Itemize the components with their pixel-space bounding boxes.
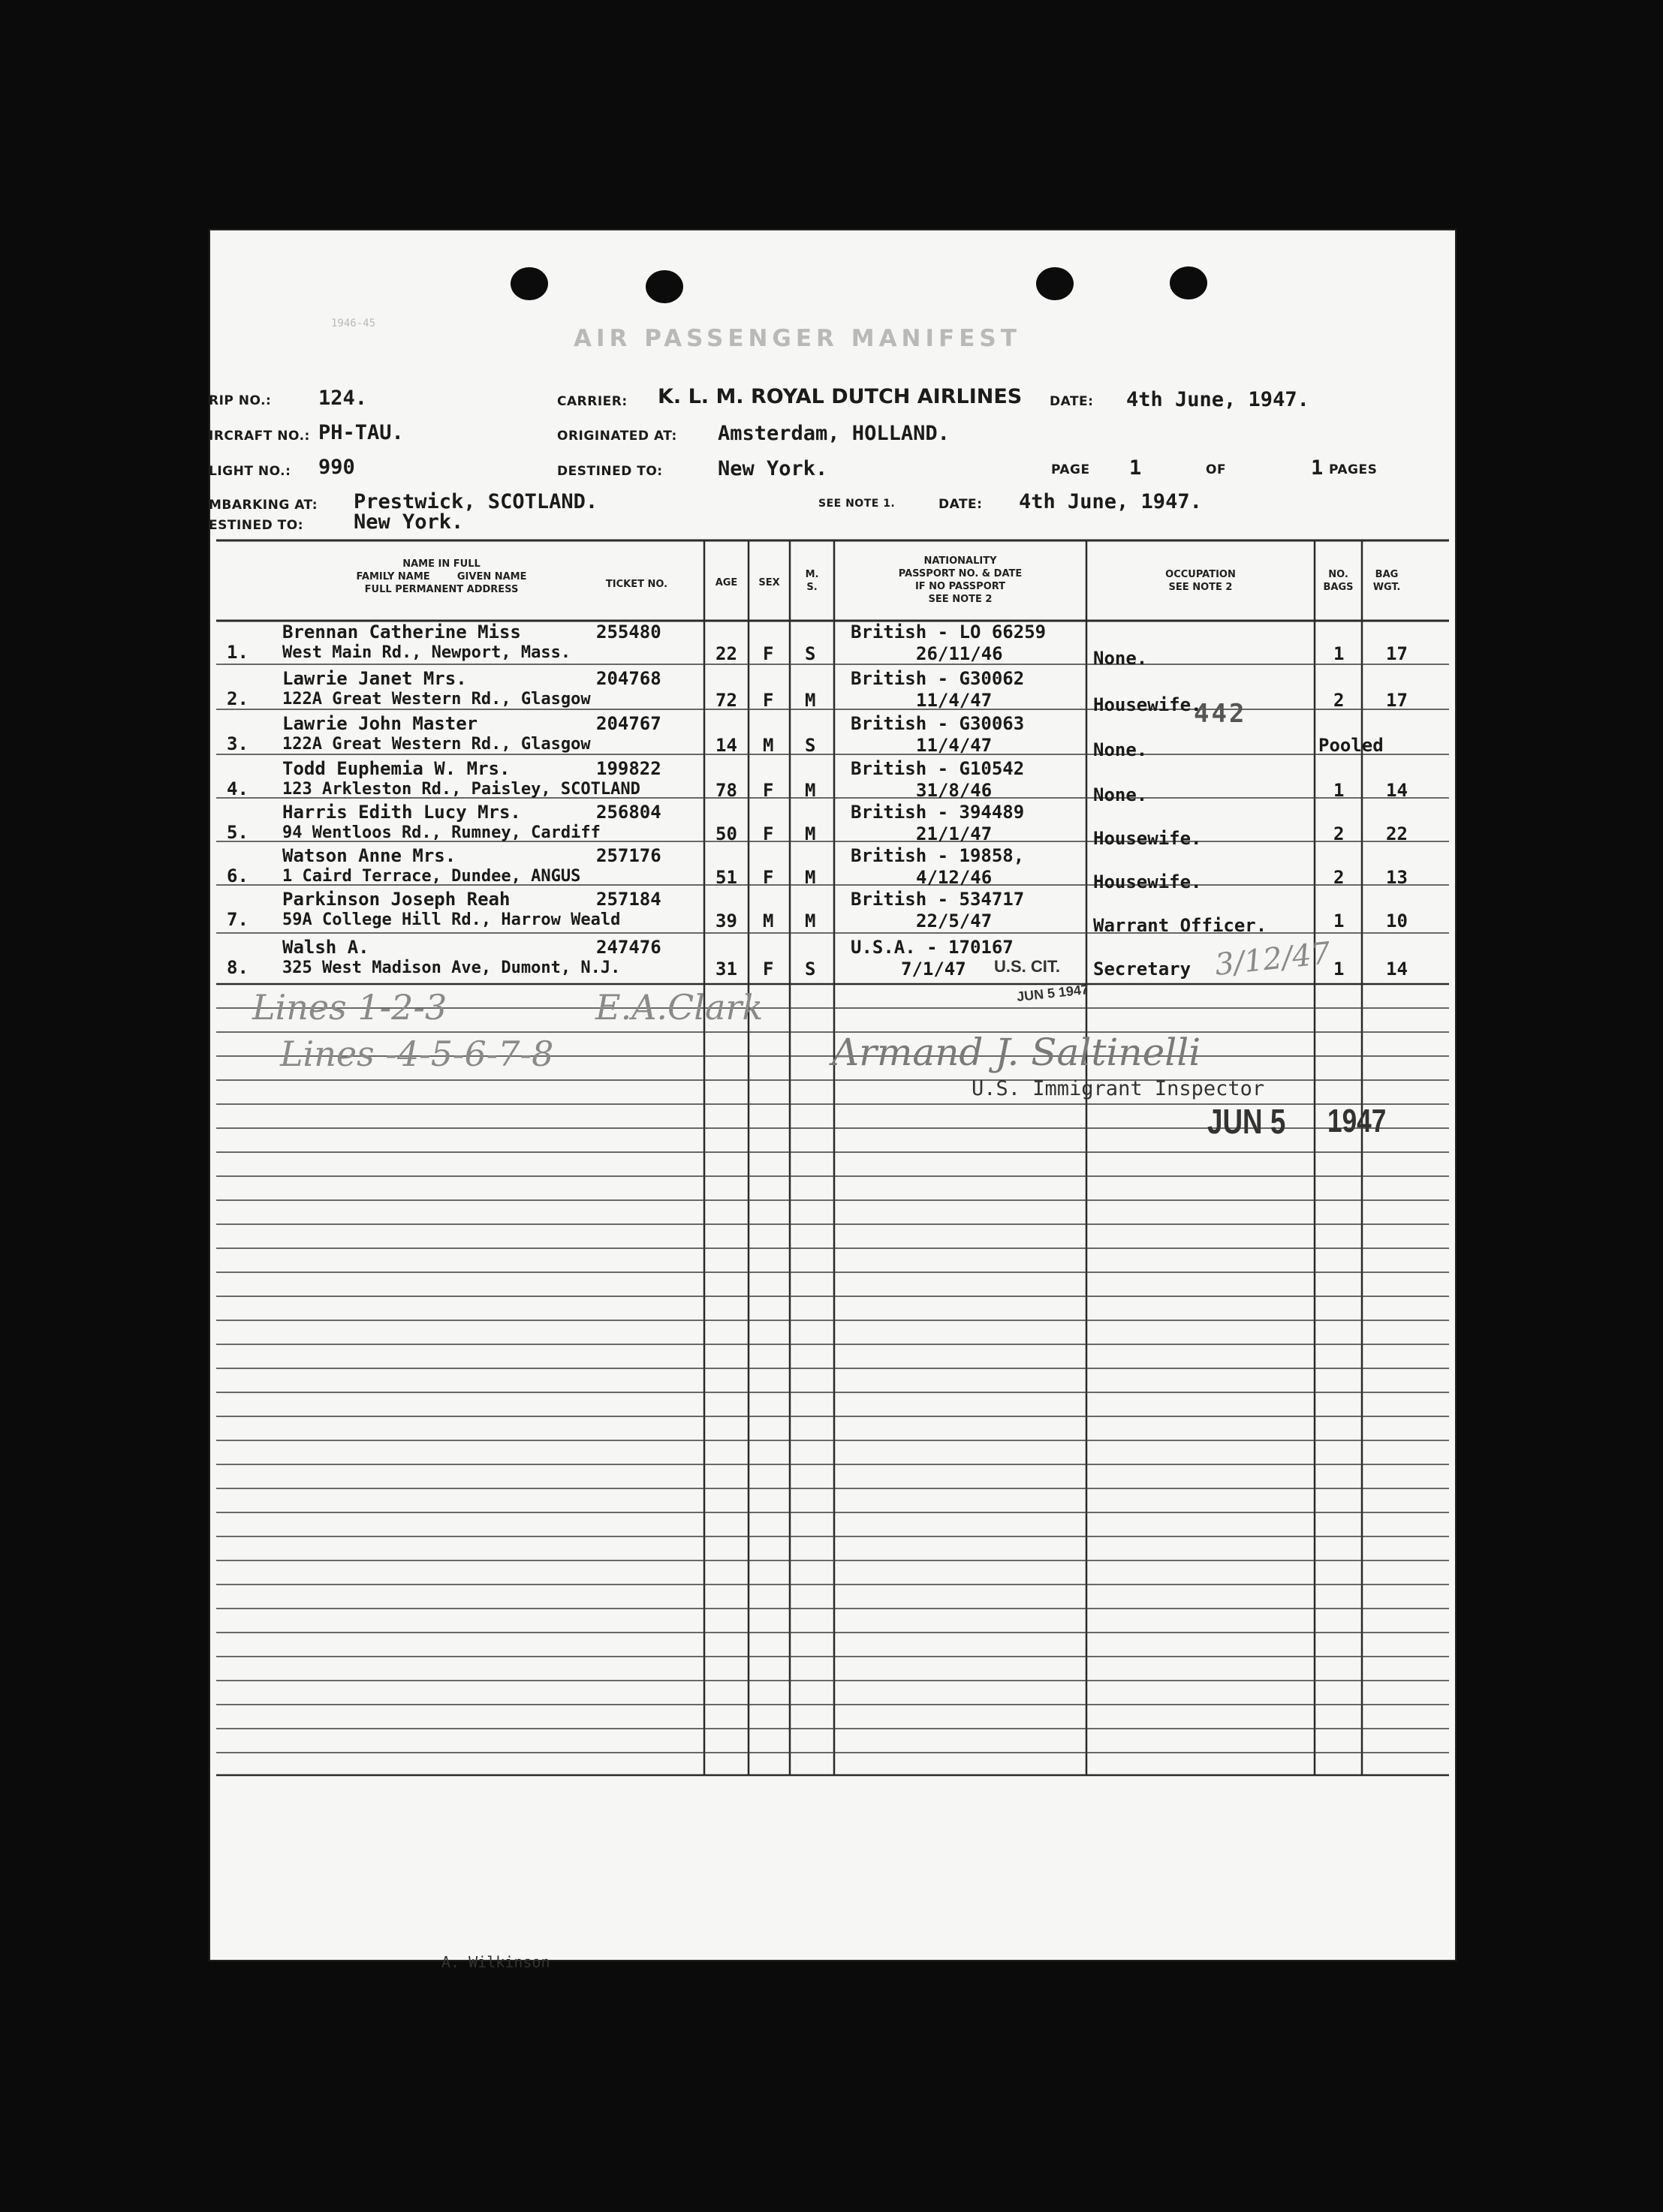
nationality-column-header — [834, 555, 1086, 606]
bags-count: 1 — [1333, 780, 1345, 801]
destined-to-value: New York. — [718, 457, 828, 480]
passenger-name: Parkinson Joseph Reah — [282, 889, 511, 910]
passenger-address: 59A College Hill Rd., Harrow Weald — [282, 910, 621, 929]
bag-weight: 14 — [1386, 959, 1408, 980]
bags-count: 1 — [1333, 643, 1345, 664]
bag-wgt-header-line: BAG — [1375, 569, 1399, 580]
row-number: 1. — [227, 642, 249, 663]
bag-wgt-header-line: WGT. — [1372, 582, 1401, 593]
carrier-value: K. L. M. ROYAL DUTCH AIRLINES — [658, 385, 1023, 408]
ticket-number: 204768 — [596, 668, 661, 689]
passenger-sex: M — [763, 910, 774, 931]
ms-header-line: S. — [806, 582, 818, 593]
passenger-sex: F — [763, 959, 774, 980]
bags-header-line: NO. — [1328, 569, 1348, 580]
footer-signature: A. Wilkinson — [441, 1953, 550, 1971]
bags-column-header — [1315, 568, 1362, 594]
ticket-number: 199822 — [596, 758, 661, 779]
bag-weight: 17 — [1386, 643, 1408, 664]
ticket-number: 204767 — [596, 713, 661, 734]
passenger-age: 31 — [716, 959, 737, 980]
aircraft-no-value: PH-TAU. — [318, 421, 404, 444]
occupation: Housewife. — [1093, 694, 1202, 715]
destined-to-label: DESTINED TO: — [557, 464, 663, 479]
trip-no-value: 124. — [318, 387, 368, 410]
name-header-line: FULL PERMANENT ADDRESS — [364, 584, 519, 595]
bag-weight: 22 — [1386, 823, 1408, 844]
passport-number: British - 19858, — [851, 845, 1025, 866]
passenger-name: Todd Euphemia W. Mrs. — [282, 758, 511, 779]
originated-at-value: Amsterdam, HOLLAND. — [718, 422, 950, 445]
passenger-age: 14 — [716, 735, 737, 756]
flight-no-label: LIGHT NO.: — [209, 464, 291, 479]
passenger-marital-status: S — [805, 735, 816, 756]
handwritten-lines-2: Lines -4-5-6-7-8 — [280, 1034, 554, 1074]
bag-wgt-column-header — [1362, 568, 1411, 594]
passport-date: 11/4/47 — [916, 690, 993, 711]
passenger-sex: F — [763, 867, 774, 888]
bags-count: 1 — [1333, 959, 1345, 980]
passenger-address: 122A Great Western Rd., Glasgow — [282, 690, 591, 709]
occupation-header-line: OCCUPATION — [1165, 569, 1236, 580]
name-column-header — [299, 558, 584, 596]
age-column-header: AGE — [715, 577, 738, 588]
row-number: 5. — [227, 822, 249, 843]
row-number: 2. — [227, 688, 249, 709]
ticket-number: 257176 — [596, 845, 661, 866]
bags-count: 2 — [1333, 690, 1345, 711]
us-citizen-stamp: U.S. CIT. — [994, 957, 1061, 976]
passport-date: 22/5/47 — [916, 910, 993, 931]
nationality-header-line: IF NO PASSPORT — [914, 581, 1006, 592]
occupation: None. — [1093, 739, 1148, 760]
ticket-number: 257184 — [596, 889, 661, 910]
row-number: 3. — [227, 733, 249, 754]
inspection-year-stamp: 1947 — [1327, 1103, 1387, 1139]
occupation: Housewife. — [1093, 871, 1202, 892]
passenger-address: 94 Wentloos Rd., Rumney, Cardiff — [282, 823, 601, 842]
passport-number: British - 534717 — [851, 889, 1025, 910]
passenger-age: 50 — [716, 823, 737, 844]
passenger-name: Lawrie John Master — [282, 713, 478, 734]
handwritten-lines-1: Lines 1-2-3 — [252, 987, 447, 1028]
handwritten-date: 3/12/47 — [1213, 936, 1333, 983]
passenger-marital-status: M — [805, 690, 816, 711]
form-title: AIR PASSENGER MANIFEST — [574, 325, 1021, 352]
row-number: 4. — [227, 778, 249, 799]
passenger-address: 123 Arkleston Rd., Paisley, SCOTLAND — [282, 780, 640, 799]
passport-number: U.S.A. - 170167 — [851, 937, 1014, 958]
destined-to-left-label: ESTINED TO: — [209, 518, 303, 533]
ticket-column-header: TICKET NO. — [605, 579, 668, 590]
ms-header-line: M. — [805, 569, 819, 580]
passenger-address: 122A Great Western Rd., Glasgow — [282, 735, 591, 754]
passport-date: 7/1/47 — [901, 959, 966, 980]
passenger-sex: F — [763, 690, 774, 711]
inspector-title: U.S. Immigrant Inspector — [972, 1077, 1265, 1100]
embarking-at-value: Prestwick, SCOTLAND. — [354, 490, 598, 513]
embarking-at-label: MBARKING AT: — [209, 498, 318, 513]
passenger-address: West Main Rd., Newport, Mass. — [282, 643, 571, 662]
trip-no-label: RIP NO.: — [209, 393, 272, 408]
bags-count: 2 — [1333, 823, 1345, 844]
bags-count: 2 — [1333, 867, 1345, 888]
passenger-address: 325 West Madison Ave, Dumont, N.J. — [282, 959, 621, 977]
nationality-header-line: NATIONALITY — [923, 555, 997, 567]
inspector-signature: Armand J. Saltinelli — [832, 1031, 1201, 1074]
handwritten-initials: E.A.Clark — [595, 987, 764, 1028]
originated-at-label: ORIGINATED AT: — [557, 429, 677, 444]
bags-header-line: BAGS — [1323, 582, 1354, 593]
occupation: Secretary — [1093, 959, 1192, 980]
passenger-marital-status: M — [805, 780, 816, 801]
ticket-number: 255480 — [596, 621, 661, 643]
date-value: 4th June, 1947. — [1126, 388, 1309, 411]
pages-value: 1 — [1311, 456, 1324, 480]
passenger-age: 51 — [716, 867, 737, 888]
bag-weight: 13 — [1386, 867, 1408, 888]
of-label: OF — [1206, 462, 1227, 477]
name-header-line: NAME IN FULL — [402, 558, 481, 570]
passenger-marital-status: M — [805, 867, 816, 888]
nationality-header-line: PASSPORT NO. & DATE — [898, 568, 1023, 579]
bag-weight: 14 — [1386, 780, 1408, 801]
ticket-number: 247476 — [596, 937, 661, 958]
passport-number: British - LO 66259 — [851, 621, 1047, 643]
passport-number: British - G10542 — [851, 758, 1025, 779]
bags-count: 1 — [1333, 910, 1345, 931]
small-date-stamp: JUN 5 1947 — [1016, 982, 1089, 1004]
bags-count: Pooled — [1318, 735, 1384, 756]
passport-number: British - G30062 — [851, 668, 1025, 689]
bag-weight: 17 — [1386, 690, 1408, 711]
passenger-age: 72 — [716, 690, 737, 711]
flight-no-value: 990 — [318, 456, 355, 479]
passenger-name: Watson Anne Mrs. — [282, 845, 456, 866]
embark-date-value: 4th June, 1947. — [1019, 490, 1202, 513]
inspection-date-stamp: JUN 5 — [1207, 1102, 1286, 1141]
passport-number: British - 394489 — [851, 802, 1025, 823]
passport-number: British - G30063 — [851, 713, 1025, 734]
aircraft-no-label: IRCRAFT NO.: — [209, 429, 310, 444]
passenger-marital-status: M — [805, 910, 816, 931]
page-label: PAGE — [1051, 462, 1090, 477]
row-number: 7. — [227, 909, 249, 930]
occupation-header-line: SEE NOTE 2 — [1168, 582, 1233, 593]
passenger-address: 1 Caird Terrace, Dundee, ANGUS — [282, 867, 581, 886]
name-header-line: FAMILY NAME GIVEN NAME — [356, 571, 527, 582]
passport-date: 31/8/46 — [916, 780, 993, 801]
passenger-name: Brennan Catherine Miss — [282, 621, 521, 643]
pages-label: PAGES — [1329, 462, 1378, 477]
manifest-sheet — [209, 229, 1457, 1971]
page-value: 1 — [1129, 456, 1142, 480]
passenger-marital-status: S — [805, 959, 816, 980]
destined-to-left-value: New York. — [354, 510, 464, 534]
passenger-age: 39 — [716, 910, 737, 931]
occupation: Housewife. — [1093, 828, 1202, 849]
passenger-age: 78 — [716, 780, 737, 801]
bags-note: 442 — [1194, 699, 1247, 729]
occupation-column-header — [1086, 568, 1315, 594]
file-code: 1946-45 — [331, 318, 376, 330]
passenger-sex: F — [763, 643, 774, 664]
passport-date: 26/11/46 — [916, 643, 1003, 664]
ticket-number: 256804 — [596, 802, 661, 823]
passport-date: 11/4/47 — [916, 735, 993, 756]
passenger-marital-status: S — [805, 643, 816, 664]
occupation: Warrant Officer. — [1093, 915, 1267, 936]
embark-date-label: DATE: — [938, 497, 983, 512]
row-number: 8. — [227, 957, 249, 978]
nationality-header-line: SEE NOTE 2 — [928, 594, 993, 605]
sex-column-header: SEX — [758, 577, 780, 588]
occupation: None. — [1093, 648, 1148, 669]
bag-weight: 10 — [1386, 910, 1408, 931]
occupation: None. — [1093, 784, 1148, 805]
passenger-age: 22 — [716, 643, 737, 664]
manifest-table-grid — [209, 229, 1457, 1961]
see-note-1: SEE NOTE 1. — [818, 498, 896, 510]
passenger-marital-status: M — [805, 823, 816, 844]
passenger-sex: M — [763, 735, 774, 756]
passenger-sex: F — [763, 780, 774, 801]
passport-date: 21/1/47 — [916, 823, 993, 844]
ms-column-header — [790, 568, 834, 594]
carrier-label: CARRIER: — [557, 394, 628, 409]
row-number: 6. — [227, 865, 249, 886]
passenger-name: Walsh A. — [282, 937, 369, 958]
passenger-name: Lawrie Janet Mrs. — [282, 668, 467, 689]
date-label: DATE: — [1050, 394, 1094, 409]
passenger-name: Harris Edith Lucy Mrs. — [282, 802, 521, 823]
passenger-sex: F — [763, 823, 774, 844]
passport-date: 4/12/46 — [916, 867, 993, 888]
